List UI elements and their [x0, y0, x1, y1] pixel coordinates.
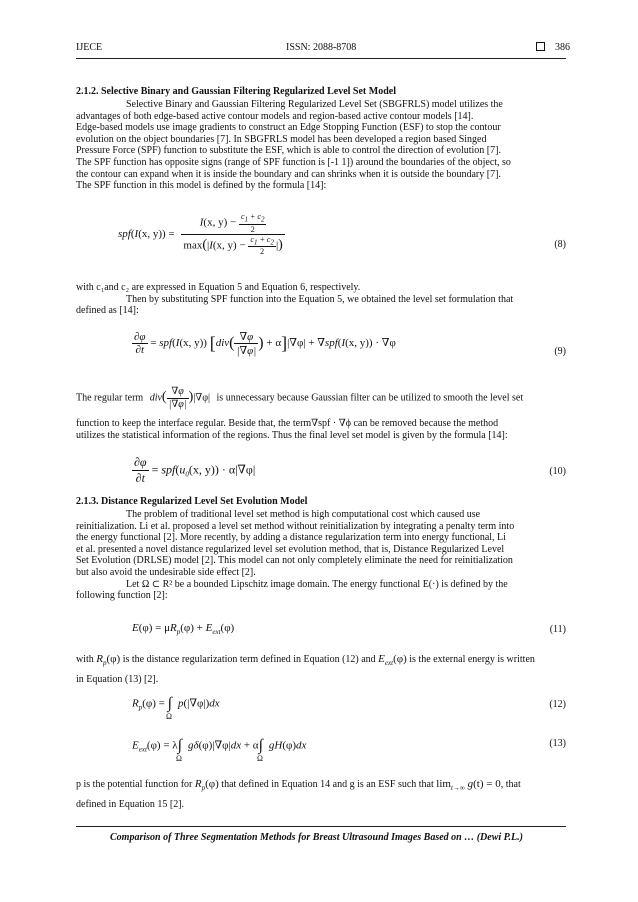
text-line: Edge-based models use image gradients to construct an Edge Stopping Function (ESF) to stop the contour [76, 122, 501, 134]
page-number-block [536, 42, 570, 53]
equation-number-9: (9) [554, 346, 566, 357]
text-line: defined as [14]: [76, 305, 139, 317]
section-heading-212: 2.1.2. Selective Binary and Gaussian Filtering Regularized Level Set Model [76, 86, 396, 97]
equation-11: $E(\varphi) = \mu R_p(\varphi) + E_{ext}(\varphi)$ [132, 622, 235, 637]
text-span: p is the potential function for [76, 779, 193, 790]
paragraph-after-eq8 [76, 282, 566, 317]
text-line: evolution on the object boundaries [7]. In SBGFRLS model has been developed a region based Singed [76, 133, 487, 145]
paragraph-regular-cont [76, 418, 566, 441]
text-span: that defined in Equation 14 and [221, 779, 348, 790]
text-span: The regular term [76, 392, 144, 404]
text-line: Selective Binary and Gaussian Filtering Regularized Level Set (SBGFRLS) model utilizes the [126, 99, 503, 110]
text-line: with c₁and c₂ are expressed in Equation 5 and Equation 6, respectively. [76, 282, 361, 293]
limit-formula: $\lim_{t\to\infty} g(t) = 0$ [436, 778, 501, 793]
equation-number-12: (12) [549, 699, 566, 710]
text-line: Set Evolution (DRLSE) model [2]. This model can not only completely eliminate the need for reinitialization [76, 555, 513, 567]
text-span: with [76, 654, 94, 665]
text-line: the energy functional [2]. More recently, by adding a distance regularization term into energy functional, Li [76, 532, 506, 544]
paragraph-drlse [76, 509, 566, 602]
text-span: is the distance regularization term defined in Equation (12) and [122, 654, 376, 665]
text-line: utilizes the statistical information of the regions. Thus the final level set model is given by the formula [14]: [76, 429, 508, 441]
text-line: but also avoid the undesirable side effect [2]. [76, 566, 256, 578]
page-header [76, 42, 570, 58]
text-line: et al. presented a novel distance regularized level set evolution method, that is, Distance Regularized Level [76, 543, 505, 555]
journal-name: IJECE [76, 42, 103, 53]
header-rule [76, 58, 566, 59]
text-line: in Equation (13) [2]. [76, 673, 159, 685]
text-line: following function [2]: [76, 590, 168, 602]
equation-9: $\frac{\partial\varphi}{\partial t}$ = spf(I(x, y)) [div( $\frac{\nabla\varphi}{|\nabla\varphi|}$ ) + α]|∇φ| + ∇spf(I(x, y)) · ∇φ [134, 331, 396, 357]
text-line: Then by substituting SPF function into the Equation 5, we obtained the level set formulation that [126, 293, 514, 305]
section-heading-213: 2.1.3. Distance Regularized Level Set Evolution Model [76, 496, 308, 507]
rp-symbol-2: $R_p(\varphi)$ [194, 778, 219, 793]
equation-12: $R_p(\varphi) = \int_\Omega p(|\nabla\varphi|)dx$ [132, 695, 220, 721]
equation-13: $E_{ext}(\varphi) = \lambda\int_\Omega g\delta(\varphi)|\nabla\varphi|dx + \alpha\int_\Omega gH(\varphi)dx$ [132, 737, 307, 763]
text-span: is unnecessary because Gaussian filter can be utilized to smooth the level set [216, 392, 524, 404]
text-line: reinitialization. Li et al. proposed a level set method without reinitialization by integrating a penalty term into [76, 520, 515, 532]
text-line: function to keep the interface regular. Beside that, the term∇spf · ∇ϕ can be removed because the method [76, 418, 499, 429]
text-line: the contour can expand when it is inside the boundary and can shrinks when it is outside the boundary [7]. [76, 168, 501, 180]
regular-term-formula: div( $\frac{\nabla\varphi}{|\nabla\varphi|}$ )|∇φ| [149, 386, 211, 410]
footer-rule [76, 826, 566, 827]
paragraph-potential [76, 779, 566, 810]
paragraph-with-rp [76, 654, 566, 685]
text-line: defined in Equation 15 [2]. [76, 798, 185, 810]
equation-10: $\frac{\partial\varphi}{\partial t}$ = $spf(u_0(x$, y)) · α|∇φ| [134, 455, 256, 485]
checkbox-icon [536, 42, 545, 51]
equation-number-10: (10) [549, 466, 566, 477]
text-line: The SPF function has opposite signs (range of SPF function is [-1 1]) around the boundaries of the object, so [76, 156, 511, 168]
page-footer: Comparison of Three Segmentation Methods for Breast Ultrasound Images Based on … (Dewi P.L.) [110, 832, 523, 843]
text-line: Pressure Force (SPF) function to substitute the ESF, which is able to control the direction of evolution [7]. [76, 145, 501, 157]
text-span: , that [500, 779, 521, 790]
issn: ISSN: 2088-8708 [286, 42, 357, 53]
rp-symbol: $R_p(\varphi)$ [96, 653, 121, 668]
text-line: The SPF function in this model is defined by the formula [14]: [76, 180, 327, 192]
text-line: Let Ω ⊂ R² be a bounded Lipschitz image domain. The energy functional E(·) is defined by the [126, 578, 508, 590]
equation-number-8: (8) [554, 239, 566, 250]
paragraph-sbgfrls [76, 99, 566, 192]
equation-8: spf(I(x, y)) = I(x, y) − $\frac{c_1 + c_2}{2}$ max(|I(x, y) − $\frac{c_1 + c_2}{2}$ |) [118, 212, 283, 257]
eext-symbol: $E_{ext}(\varphi)$ [378, 653, 407, 668]
text-span: is the external energy is written [409, 654, 535, 665]
paragraph-regular-term [76, 386, 566, 410]
equation-number-11: (11) [549, 624, 566, 635]
text-span: g is an ESF such that [349, 779, 434, 790]
page-number: 386 [555, 42, 570, 53]
equation-number-13: (13) [549, 738, 566, 749]
text-line: The problem of traditional level set method is high computational cost which caused use [126, 509, 481, 520]
text-line: advantages of both edge-based active contour models and region-based active contour models [14]. [76, 110, 474, 122]
